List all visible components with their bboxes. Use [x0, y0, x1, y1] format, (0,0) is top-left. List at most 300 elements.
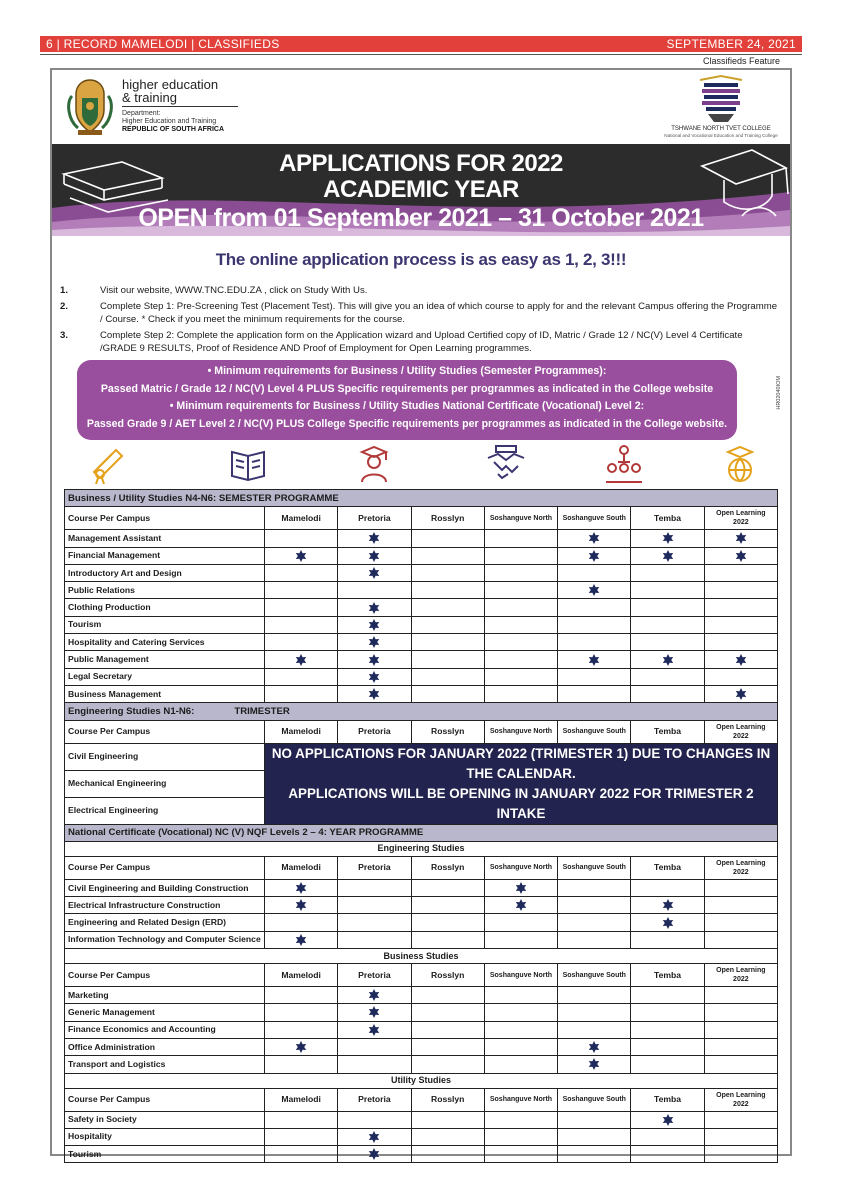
section-header	[65, 703, 778, 720]
campus-column-header: Soshanguve South	[558, 507, 631, 530]
campus-cell	[558, 1146, 631, 1163]
offered-star-icon	[515, 899, 527, 911]
campus-cell	[558, 685, 631, 702]
course-name: Engineering and Related Design (ERD)	[65, 914, 265, 931]
banner-line2: ACADEMIC YEAR	[323, 176, 519, 203]
campus-cell	[265, 879, 338, 896]
campus-cell	[704, 879, 777, 896]
campus-cell	[338, 897, 411, 914]
campus-cell	[484, 1038, 557, 1055]
campus-cell	[411, 651, 484, 668]
campus-cell	[338, 564, 411, 581]
campus-column-header: Soshanguve South	[558, 856, 631, 879]
course-row	[65, 651, 778, 668]
course-name: Public Management	[65, 651, 265, 668]
offered-star-icon	[735, 532, 747, 544]
campus-cell	[484, 651, 557, 668]
campus-cell	[411, 634, 484, 651]
campus-cell	[631, 1146, 704, 1163]
campus-cell	[704, 1146, 777, 1163]
dhet-country: REPUBLIC OF SOUTH AFRICA	[122, 126, 225, 133]
handshake-icon	[486, 444, 526, 484]
campus-column-header: Mamelodi	[265, 507, 338, 530]
offered-star-icon	[515, 882, 527, 894]
campus-cell	[704, 1111, 777, 1128]
campus-cell	[631, 1021, 704, 1038]
course-row	[65, 530, 778, 547]
campus-cell	[704, 564, 777, 581]
logo-header	[52, 70, 790, 144]
banner-line1: APPLICATIONS FOR 2022	[279, 150, 563, 177]
offered-star-icon	[295, 654, 307, 666]
campus-column-header: Soshanguve North	[484, 720, 557, 743]
campus-cell	[484, 685, 557, 702]
campus-cell	[704, 897, 777, 914]
offered-star-icon	[368, 688, 380, 700]
course-row	[65, 879, 778, 896]
offered-star-icon	[368, 1131, 380, 1143]
offered-star-icon	[662, 899, 674, 911]
offered-star-icon	[368, 989, 380, 1001]
dhet-dept: Department:	[122, 110, 161, 117]
banner-line3: OPEN from 01 September 2021 – 31 October 2021	[138, 204, 704, 232]
course-row	[65, 743, 778, 770]
college-name: TSHWANE NORTH TVET COLLEGE	[671, 126, 771, 132]
offered-star-icon	[662, 532, 674, 544]
campus-cell	[265, 1038, 338, 1055]
campus-cell	[484, 1021, 557, 1038]
campus-cell	[631, 547, 704, 564]
course-row	[65, 685, 778, 702]
course-row	[65, 547, 778, 564]
campus-cell	[558, 651, 631, 668]
campus-cell	[631, 1111, 704, 1128]
campus-cell	[411, 879, 484, 896]
campus-cell	[338, 1146, 411, 1163]
subsection-title: Utility Studies	[65, 1073, 778, 1088]
campus-cell	[484, 530, 557, 547]
campus-cell	[631, 931, 704, 948]
offered-star-icon	[295, 550, 307, 562]
campus-cell	[411, 564, 484, 581]
campus-column-header: Temba	[631, 507, 704, 530]
subsection-header	[65, 1073, 778, 1088]
campus-cell	[631, 685, 704, 702]
campus-cell	[411, 931, 484, 948]
campus-cell	[411, 616, 484, 633]
campus-cell	[265, 1111, 338, 1128]
offered-star-icon	[662, 550, 674, 562]
campus-cell	[704, 1056, 777, 1073]
course-name: Tourism	[65, 1146, 265, 1163]
campus-cell	[631, 1128, 704, 1145]
campus-cell	[411, 1128, 484, 1145]
campus-cell	[265, 530, 338, 547]
offered-star-icon	[735, 688, 747, 700]
offered-star-icon	[295, 934, 307, 946]
campus-cell	[704, 547, 777, 564]
course-row	[65, 1038, 778, 1055]
course-name: Electrical Engineering	[65, 797, 265, 824]
dhet-line1: higher education	[122, 77, 219, 92]
course-row	[65, 616, 778, 633]
campus-cell	[484, 931, 557, 948]
campus-cell	[338, 1021, 411, 1038]
campus-cell	[411, 599, 484, 616]
course-name: Safety in Society	[65, 1111, 265, 1128]
course-name: Public Relations	[65, 582, 265, 599]
campus-cell	[558, 931, 631, 948]
campus-cell	[411, 1146, 484, 1163]
campus-cell	[631, 599, 704, 616]
course-name: Transport and Logistics	[65, 1056, 265, 1073]
campus-cell	[338, 530, 411, 547]
campus-column-header: Rosslyn	[411, 1088, 484, 1111]
course-column-header: Course Per Campus	[65, 856, 265, 879]
offered-star-icon	[368, 619, 380, 631]
campus-cell	[484, 547, 557, 564]
campus-column-header: Soshanguve South	[558, 720, 631, 743]
section-title: Engineering Studies N1-N6: TRIMESTER	[65, 703, 778, 720]
campus-cell	[265, 914, 338, 931]
campus-cell	[338, 1128, 411, 1145]
campus-header-row	[65, 964, 778, 987]
campus-cell	[631, 564, 704, 581]
offered-star-icon	[368, 1006, 380, 1018]
campus-cell	[411, 1056, 484, 1073]
campus-column-header: Open Learning 2022	[704, 856, 777, 879]
offered-star-icon	[662, 917, 674, 929]
campus-cell	[704, 530, 777, 547]
offered-star-icon	[588, 1058, 600, 1070]
campus-cell	[558, 599, 631, 616]
offered-star-icon	[368, 636, 380, 648]
campus-column-header: Rosslyn	[411, 856, 484, 879]
subsection-header	[65, 841, 778, 856]
campus-cell	[265, 1056, 338, 1073]
campus-cell	[265, 1021, 338, 1038]
campus-cell	[631, 879, 704, 896]
campus-cell	[631, 582, 704, 599]
campus-cell	[704, 1128, 777, 1145]
campus-cell	[265, 1128, 338, 1145]
campus-cell	[631, 616, 704, 633]
course-name: Marketing	[65, 987, 265, 1004]
campus-cell	[338, 547, 411, 564]
campus-cell	[338, 685, 411, 702]
campus-column-header: Mamelodi	[265, 964, 338, 987]
campus-cell	[411, 1004, 484, 1021]
campus-column-header: Pretoria	[338, 507, 411, 530]
campus-cell	[484, 1111, 557, 1128]
team-icon	[604, 444, 644, 484]
course-name: Clothing Production	[65, 599, 265, 616]
campus-column-header: Soshanguve South	[558, 1088, 631, 1111]
course-row	[65, 1004, 778, 1021]
course-row	[65, 1021, 778, 1038]
campus-cell	[558, 1004, 631, 1021]
campus-cell	[484, 582, 557, 599]
campus-column-header: Pretoria	[338, 720, 411, 743]
section-header	[65, 490, 778, 507]
issue-date: SEPTEMBER 24, 2021	[666, 37, 796, 51]
course-row	[65, 987, 778, 1004]
course-row	[65, 1056, 778, 1073]
campus-cell	[265, 547, 338, 564]
subsection-header	[65, 949, 778, 964]
campus-cell	[338, 1056, 411, 1073]
requirements-box	[77, 360, 737, 440]
campus-cell	[411, 668, 484, 685]
campus-cell	[631, 1004, 704, 1021]
campus-cell	[558, 914, 631, 931]
page-line: 6 | RECORD MAMELODI | CLASSIFIEDS	[46, 37, 280, 51]
course-name: Introductory Art and Design	[65, 564, 265, 581]
section-header	[65, 824, 778, 841]
campus-cell	[265, 564, 338, 581]
offered-star-icon	[588, 532, 600, 544]
campus-cell	[265, 582, 338, 599]
campus-column-header: Temba	[631, 1088, 704, 1111]
campus-cell	[558, 668, 631, 685]
campus-cell	[704, 668, 777, 685]
offered-star-icon	[368, 567, 380, 579]
campus-cell	[265, 634, 338, 651]
campus-cell	[558, 1056, 631, 1073]
campus-cell	[484, 634, 557, 651]
college-sub: National and Vocational Education and Training College	[664, 133, 778, 138]
book-icon	[228, 444, 268, 484]
campus-cell	[631, 897, 704, 914]
campus-column-header: Soshanguve North	[484, 1088, 557, 1111]
campus-cell	[338, 582, 411, 599]
course-name: Tourism	[65, 616, 265, 633]
campus-cell	[411, 914, 484, 931]
campus-header-row	[65, 856, 778, 879]
campus-column-header: Temba	[631, 856, 704, 879]
steps-list	[60, 284, 780, 358]
campus-cell	[338, 914, 411, 931]
course-name: Finance Economics and Accounting	[65, 1021, 265, 1038]
campus-cell	[631, 530, 704, 547]
campus-cell	[265, 1004, 338, 1021]
campus-cell	[411, 1111, 484, 1128]
subsection-title: Business Studies	[65, 949, 778, 964]
course-name: Business Management	[65, 685, 265, 702]
side-code: HR02040IOM	[776, 376, 782, 410]
campus-cell	[411, 1038, 484, 1055]
offered-star-icon	[735, 654, 747, 666]
campus-cell	[484, 1128, 557, 1145]
campus-cell	[631, 668, 704, 685]
campus-column-header: Rosslyn	[411, 720, 484, 743]
course-row	[65, 931, 778, 948]
req2-text: Passed Grade 9 / AET Level 2 / NC(V) PLUS College Specific requirements per programmes as indicated in the College website.	[86, 417, 728, 430]
offered-star-icon	[588, 1041, 600, 1053]
campus-cell	[484, 668, 557, 685]
campus-cell	[631, 651, 704, 668]
step-item: 2. Complete Step 1: Pre-Screening Test (Placement Test). This will give you an idea of which course to apply for and the relevant Campus offering the Programme / Course. * Check if you meet the minimum requirements for the course.	[60, 301, 778, 325]
campus-cell	[558, 1038, 631, 1055]
campus-cell	[558, 582, 631, 599]
offered-star-icon	[368, 1148, 380, 1160]
campus-column-header: Open Learning 2022	[704, 964, 777, 987]
campus-column-header: Soshanguve North	[484, 964, 557, 987]
course-row	[65, 897, 778, 914]
campus-cell	[704, 1038, 777, 1055]
campus-cell	[484, 987, 557, 1004]
offered-star-icon	[295, 899, 307, 911]
campus-cell	[411, 1021, 484, 1038]
req1-text: Passed Matric / Grade 12 / NC(V) Level 4 PLUS Specific requirements per programmes as indicated in the College website	[100, 382, 714, 395]
campus-cell	[558, 634, 631, 651]
offered-star-icon	[588, 584, 600, 596]
offered-star-icon	[588, 654, 600, 666]
step-item: 3. Complete Step 2: Complete the application form on the Application wizard and Upload Certified copy of ID, Matric / Grade 12 / NC(V) Level 4 Certificate /GRADE 9 RESULTS, Proof of Residence AND Proof of Employment for Open Learning programmes.	[60, 330, 743, 354]
course-name: Office Administration	[65, 1038, 265, 1055]
course-name: Information Technology and Computer Science	[65, 931, 265, 948]
dhet-logo	[64, 74, 254, 140]
campus-cell	[265, 616, 338, 633]
campus-header-row	[65, 720, 778, 743]
campus-cell	[338, 668, 411, 685]
campus-column-header: Open Learning 2022	[704, 1088, 777, 1111]
icon-row	[52, 440, 790, 488]
course-name: Civil Engineering and Building Construction	[65, 879, 265, 896]
campus-cell	[411, 685, 484, 702]
campus-cell	[265, 599, 338, 616]
offered-star-icon	[735, 550, 747, 562]
campus-cell	[558, 1111, 631, 1128]
course-row	[65, 668, 778, 685]
feature-label: Classifieds Feature	[702, 56, 780, 66]
offered-star-icon	[295, 882, 307, 894]
campus-cell	[411, 530, 484, 547]
campus-cell	[558, 987, 631, 1004]
campus-cell	[704, 634, 777, 651]
course-row	[65, 634, 778, 651]
campus-cell	[338, 1004, 411, 1021]
campus-cell	[265, 897, 338, 914]
campus-cell	[338, 1111, 411, 1128]
college-logo	[662, 74, 780, 144]
campus-cell	[338, 634, 411, 651]
campus-cell	[265, 931, 338, 948]
campus-cell	[411, 582, 484, 599]
campus-cell	[704, 599, 777, 616]
campus-cell	[704, 616, 777, 633]
step-item: 1. Visit our website, WWW.TNC.EDU.ZA , click on Study With Us.	[60, 285, 368, 296]
course-name: Electrical Infrastructure Construction	[65, 897, 265, 914]
campus-cell	[484, 599, 557, 616]
campus-cell	[558, 897, 631, 914]
campus-column-header: Mamelodi	[265, 856, 338, 879]
diploma-icon	[88, 444, 128, 484]
campus-cell	[484, 1146, 557, 1163]
campus-cell	[704, 987, 777, 1004]
req2-title: • Minimum requirements for Business / Utility Studies National Certificate (Vocational) Level 2:	[169, 400, 645, 412]
header-rule	[40, 54, 802, 55]
course-row	[65, 582, 778, 599]
course-column-header: Course Per Campus	[65, 720, 265, 743]
trimester-notice: NO APPLICATIONS FOR JANUARY 2022 (TRIMESTER 1) DUE TO CHANGES IN THE CALENDAR. APPLICATIONS WILL BE OPENING IN JANUARY 2022 FOR TRIMESTER 2 INTAKE	[265, 743, 778, 824]
campus-column-header: Open Learning 2022	[704, 507, 777, 530]
campus-cell	[484, 879, 557, 896]
campus-column-header: Temba	[631, 964, 704, 987]
campus-cell	[265, 685, 338, 702]
campus-cell	[704, 931, 777, 948]
course-column-header: Course Per Campus	[65, 964, 265, 987]
course-name: Hospitality	[65, 1128, 265, 1145]
offered-star-icon	[662, 654, 674, 666]
campus-cell	[411, 987, 484, 1004]
courses-table	[64, 489, 778, 1163]
course-name: Management Assistant	[65, 530, 265, 547]
course-name: Legal Secretary	[65, 668, 265, 685]
campus-cell	[338, 987, 411, 1004]
campus-cell	[484, 564, 557, 581]
course-row	[65, 914, 778, 931]
lead-text: The online application process is as easy as 1, 2, 3!!!	[215, 250, 627, 269]
campus-cell	[631, 914, 704, 931]
campus-column-header: Mamelodi	[265, 1088, 338, 1111]
campus-cell	[704, 651, 777, 668]
section-title: National Certificate (Vocational) NC (V) NQF Levels 2 – 4: YEAR PROGRAMME	[65, 824, 778, 841]
campus-cell	[558, 616, 631, 633]
campus-cell	[631, 1038, 704, 1055]
offered-star-icon	[368, 602, 380, 614]
campus-column-header: Soshanguve North	[484, 507, 557, 530]
campus-column-header: Pretoria	[338, 1088, 411, 1111]
campus-column-header: Pretoria	[338, 856, 411, 879]
page-header-bar	[40, 36, 802, 52]
subsection-title: Engineering Studies	[65, 841, 778, 856]
course-name: Civil Engineering	[65, 743, 265, 770]
course-name: Mechanical Engineering	[65, 770, 265, 797]
campus-column-header: Temba	[631, 720, 704, 743]
campus-cell	[338, 599, 411, 616]
campus-cell	[631, 1056, 704, 1073]
course-name: Generic Management	[65, 1004, 265, 1021]
offered-star-icon	[662, 1114, 674, 1126]
headline-banner	[52, 144, 790, 236]
campus-cell	[411, 897, 484, 914]
offered-star-icon	[368, 532, 380, 544]
req1-title: • Minimum requirements for Business / Utility Studies (Semester Programmes):	[207, 365, 607, 377]
course-column-header: Course Per Campus	[65, 507, 265, 530]
campus-column-header: Rosslyn	[411, 507, 484, 530]
campus-cell	[558, 564, 631, 581]
offered-star-icon	[368, 654, 380, 666]
campus-cell	[338, 1038, 411, 1055]
section-title: Business / Utility Studies N4-N6: SEMESTER PROGRAMME	[65, 490, 778, 507]
campus-cell	[411, 547, 484, 564]
dhet-dept-name: Higher Education and Training	[122, 118, 217, 125]
campus-cell	[484, 1056, 557, 1073]
campus-cell	[265, 668, 338, 685]
campus-cell	[484, 616, 557, 633]
course-column-header: Course Per Campus	[65, 1088, 265, 1111]
campus-column-header: Soshanguve North	[484, 856, 557, 879]
campus-cell	[338, 879, 411, 896]
campus-cell	[265, 1146, 338, 1163]
campus-cell	[704, 914, 777, 931]
campus-cell	[558, 547, 631, 564]
offered-star-icon	[588, 550, 600, 562]
campus-cell	[558, 1128, 631, 1145]
campus-column-header: Open Learning 2022	[704, 720, 777, 743]
offered-star-icon	[368, 1024, 380, 1036]
